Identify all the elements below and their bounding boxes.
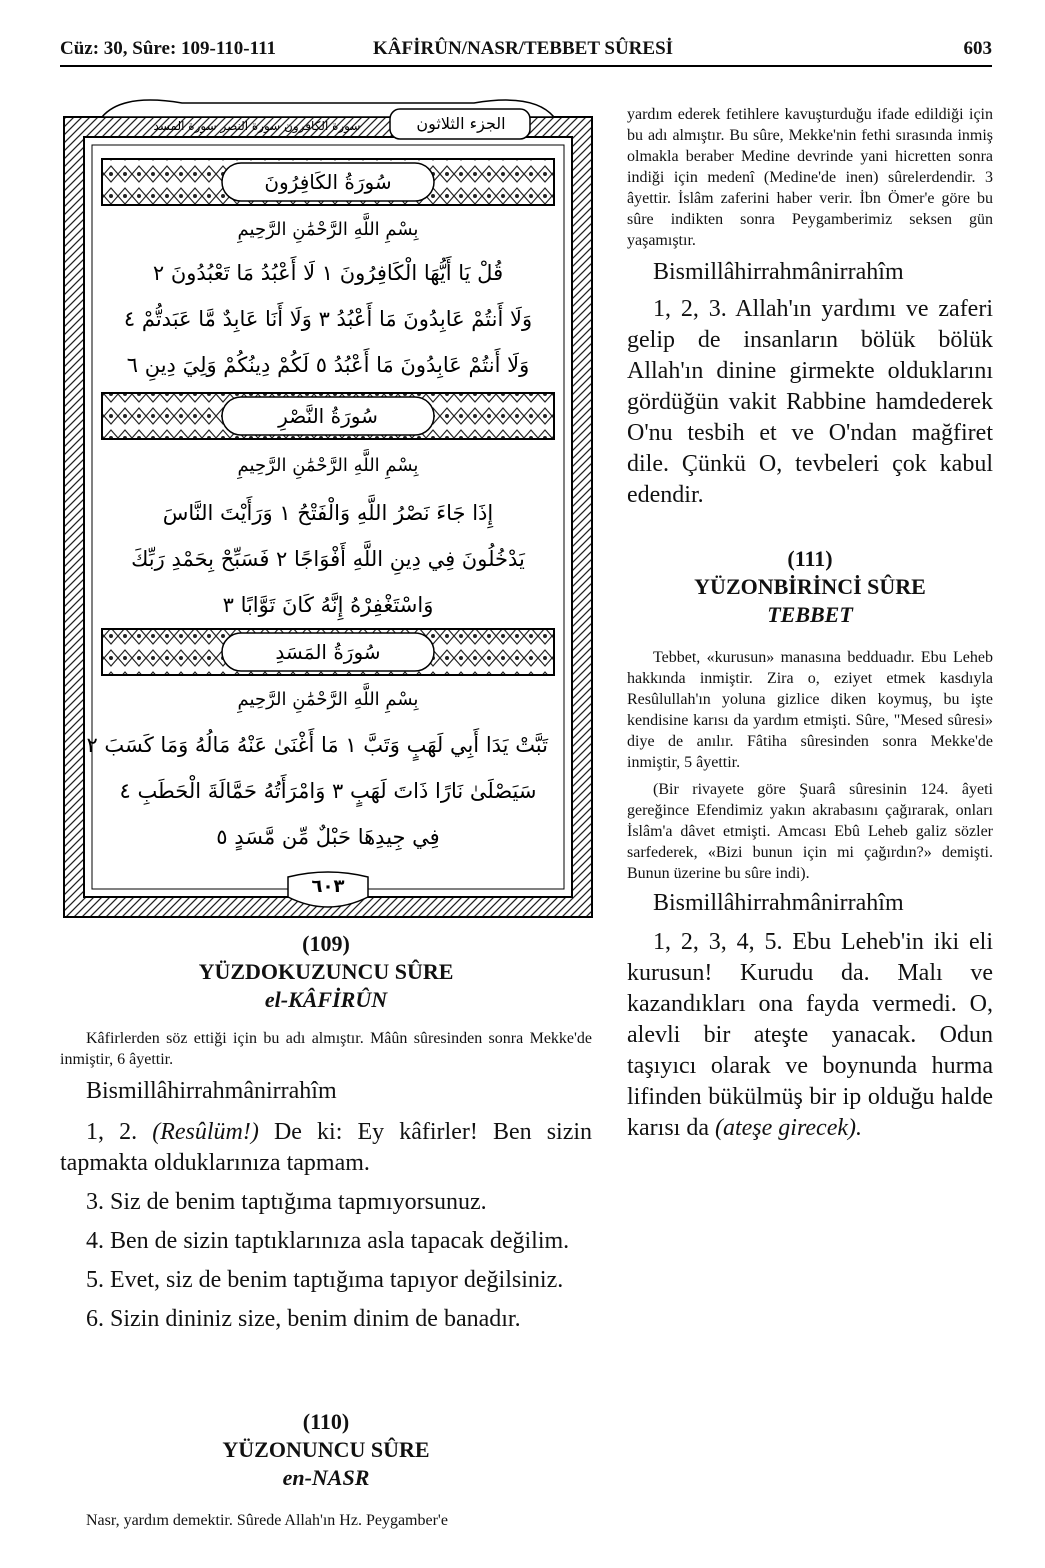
basmala: بِسْمِ اللَّهِ الرَّحْمَٰنِ الرَّحِيمِ [237, 219, 419, 240]
verse [627, 927, 993, 1144]
section-nasr [60, 1408, 592, 1531]
ayah-line: إِذَا جَاءَ نَصْرُ اللَّهِ وَالْفَتْحُ ١ وَرَأَيْتَ النَّاسَ [162, 501, 494, 525]
juz-label: الجزء الثلاثون [416, 114, 506, 133]
surah-intro: Kâfirlerden söz ettiği için bu adı almıştır. Mâûn sûresinden sonra Mekke'de inmiştir, 6 âyettir. [60, 1030, 592, 1068]
section-tebbet [627, 545, 993, 1144]
surah-title: YÜZONBİRİNCİ SÛRE [694, 574, 926, 599]
surah-names-header: سورة الكافرون سورة النصر سورة المسد [153, 119, 361, 133]
verse: 1, 2, 3. Allah'ın yardımı ve zaferi gelip de insanların bölük bölük Allah'ın dinine girmekte olduklarını gördüğün vakit Rabbine hamdederek O'nu tesbih et ve O'ndan mağfiret dile. Çünkü O, tevbeleri çok kabul edendir. [627, 296, 993, 508]
ayah-line: قُلْ يَا أَيُّهَا الْكَافِرُونَ ١ لَا أَعْبُدُ مَا تَعْبُدُونَ ٢ [152, 261, 504, 285]
running-header [60, 38, 992, 68]
verse-text: De ki: Ey kâfirler! Ben sizin tapmakta olduklarınıza tapmam. [60, 1119, 593, 1176]
verse-text: 1, 2, 3, 4, 5. Ebu Leheb'in iki eli kurusun! Kurudu da. Malı ve kazandıkları ona fayda vermedi. O, alevli bir ateşte yanacak. Odun taşıyıcı olarak ve boynunda hurma lifinden bükülmüş bir ip olduğu halde karısı da [627, 929, 993, 1141]
surah-number: (110) [302, 1409, 350, 1434]
surah-number: (111) [787, 546, 833, 571]
header-juz-surah: Cüz: 30, Sûre: 109-110-111 [60, 38, 277, 59]
ayah-line: وَاسْتَغْفِرْهُ إِنَّهُ كَانَ تَوَّابًا ٣ [222, 593, 434, 617]
surah-intro: Nasr, yardım demektir. Sûrede Allah'ın Hz. Peygamber'e [86, 1512, 448, 1529]
page-number: 603 [963, 38, 992, 59]
ayah-line: وَلَا أَنتُمْ عَابِدُونَ مَا أَعْبُدُ ٥ لَكُمْ دِينُكُمْ وَلِيَ دِينِ ٦ [126, 353, 530, 377]
mushaf-page-number: ٦٠٣ [311, 876, 345, 897]
bismillah: Bismillâhirrahmânirrahîm [653, 259, 904, 285]
ayah-line: يَدْخُلُونَ فِي دِينِ اللَّهِ أَفْوَاجًا ٢ فَسَبِّحْ بِحَمْدِ رَبِّكَ [131, 547, 525, 571]
ayah-line: فِي جِيدِهَا حَبْلٌ مِّن مَّسَدٍ ٥ [216, 825, 440, 849]
surah-intro-continued: yardım ederek fetihlere kavuşturduğu ifade edildiği için bu adı almıştır. Bu sûre, Mekke'nin fethi sırasında inmiş olmakla beraber Medine devrinde yani hicretten sonra indiği için medenî (Medine'de inen) sûrelerdendir. 3 âyettir. İslâm zaferini haber verir. İbn Ömer'e göre bu sûre indikten sonra Peygamberimiz seksen gün yaşamıştır. [627, 106, 993, 249]
surah-subtitle: el-KÂFİRÛN [264, 987, 388, 1012]
verse-italic: (Resûlüm!) [152, 1119, 259, 1145]
basmala: بِسْمِ اللَّهِ الرَّحْمَٰنِ الرَّحِيمِ [237, 455, 419, 476]
verse: 6. Sizin dininiz size, benim dinim de banadır. [86, 1306, 521, 1332]
verse-italic: (ateşe girecek). [714, 1115, 863, 1141]
surah-subtitle: TEBBET [767, 602, 853, 627]
bismillah: Bismillâhirrahmânirrahîm [653, 890, 904, 916]
basmala: بِسْمِ اللَّهِ الرَّحْمَٰنِ الرَّحِيمِ [237, 689, 419, 710]
surah-title: YÜZONUNCU SÛRE [222, 1437, 430, 1462]
section-kafirun [60, 930, 592, 1335]
header-title: KÂFİRÛN/NASR/TEBBET SÛRESİ [373, 38, 674, 59]
surah-title-masad: سُورَةُ المَسَدِ [275, 640, 381, 664]
ayah-line: تَبَّتْ يَدَا أَبِي لَهَبٍ وَتَبَّ ١ مَا أَغْنَىٰ عَنْهُ مَالُهُ وَمَا كَسَبَ ٢ [86, 733, 548, 757]
verse: 4. Ben de sizin taptıklarınıza asla tapacak değilim. [86, 1228, 570, 1254]
surah-title-nasr: سُورَةُ النَّصْرِ [278, 404, 378, 428]
surah-title: YÜZDOKUZUNCU SÛRE [198, 959, 454, 984]
surah-note: (Bir rivayete göre Şuarâ sûresinin 124. âyeti gereğince Efendimiz yakın akrabasını çağırarak, onları İslâm'a dâvet etmişti. Amcası Ebû Leheb galiz sözler sarfederek, «Bizi bunun için mi çağırdın?» demişti. Bunun üzerine bu sûre indi). [627, 781, 993, 882]
verse-number: 1, 2. [86, 1119, 138, 1145]
header-rule [60, 65, 992, 67]
ayah-line: وَلَا أَنتُمْ عَابِدُونَ مَا أَعْبُدُ ٣ وَلَا أَنَا عَابِدٌ مَّا عَبَدتُّمْ ٤ [123, 307, 533, 331]
mushaf-page [62, 97, 594, 919]
surah-title-kafirun: سُورَةُ الكَافِرُونَ [264, 170, 392, 194]
right-column [627, 104, 993, 1144]
surah-intro: Tebbet, «kurusun» manasına bedduadır. Ebu Leheb hakkında inmiştir. Zira o, eziyet etmek kasdıyla Resûlullah'ın yoluna gizlice diken koymuş, bu işte kendisine karısı da yardım etmişti. Sûre, "Mesed sûresi» diye de anılır. Fâtiha sûresinden sonra Mekke'de inmiştir, 5 âyettir. [627, 649, 993, 771]
bismillah: Bismillâhirrahmânirrahîm [86, 1078, 337, 1104]
ayah-line: سَيَصْلَىٰ نَارًا ذَاتَ لَهَبٍ ٣ وَامْرَأَتُهُ حَمَّالَةَ الْحَطَبِ ٤ [119, 779, 537, 803]
surah-number: (109) [302, 931, 350, 956]
verse [60, 1117, 592, 1179]
verse: 5. Evet, siz de benim taptığıma tapıyor değilsiniz. [86, 1267, 564, 1293]
verse: 3. Siz de benim taptığıma tapmıyorsunuz. [86, 1189, 487, 1215]
surah-subtitle: en-NASR [282, 1465, 370, 1490]
